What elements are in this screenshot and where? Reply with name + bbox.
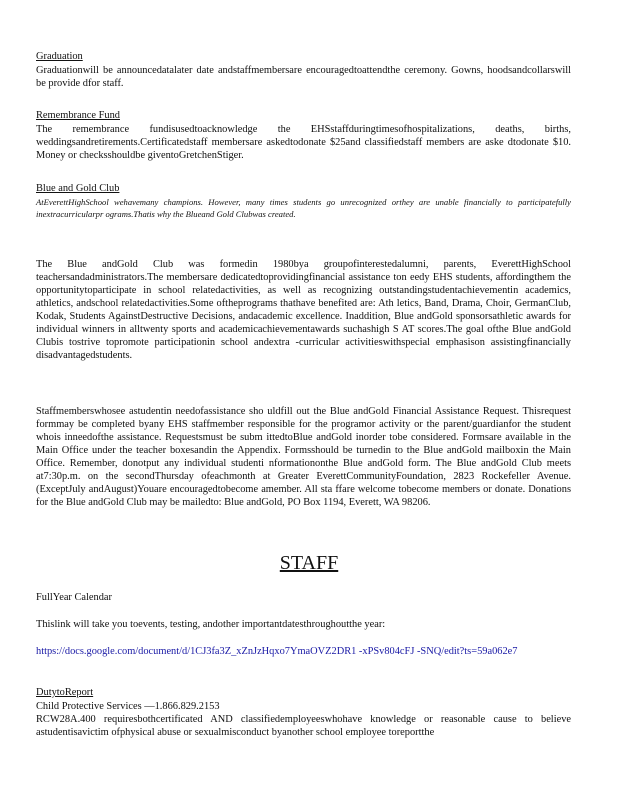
blue-gold-paragraph-2: Staffmemberswhosee astudentin needofassistance sho uldfill out the Blue andGold Financial Assistance Request. Thisrequest formmay be completed byany EHS staffmember responsible for the programor activity or the parent/guardianfor the student whois inneedofthe assistance. Requestsmust be subm ittedtoBlue andGold inorder tobe considered. Formsare available in the Main Office under the teacher boxesandin the Appendix. Formsshould be turnedin to the Blue andGold mailboxin the Main Office. Remember, donotput any individual studenti nformationonthe Blue andGold form. The Blue andGold Club meets at7:30p.m. on the secondThursday ofeachmonth at Greater EverettCommunityFoundation, 2823 Rockefeller Avenue. (ExceptJuly andAugust)Youare encouragedtobecome amember. All sta ffare welcome tobecome members or donate. Donations for the Blue andGold Club may be mailedto: Blue andGold, PO Box 1194, Everett, WA 98206. [36, 406, 571, 508]
graduation-section [36, 50, 571, 90]
graduation-text: Graduationwill be announcedatalater date andstaffmembersare encouragedtoattendthe ceremony. Gowns, hoodsandcollarswill be provide dfor staff. [36, 65, 571, 89]
staff-title: STAFF [279, 552, 339, 574]
remembrance-section [36, 109, 571, 162]
cps-line: Child Protective Services —1.866.829.2153 [36, 701, 220, 712]
remembrance-text: The remembrance fundisusedtoacknowledge the EHSstaffduringtimesofhospitalizations, deaths, births, weddingsandretirements.Certificatedstaff membersare askedtodonate $25and classifiedstaff members are aske dtodonate $10. Money or checksshouldbe giventoGretchenStiger. [36, 124, 571, 161]
duty-text: RCW28A.400 requiresbothcertificated AND classifiedemployeeswhohave knowledge or reasonable cause to believe astudentisavictim ofphysical abuse or sexualmisconduct byanother school employee toreportthe [36, 714, 571, 738]
remembrance-heading: Remembrance Fund [36, 110, 120, 121]
calendar-text: Thislink will take you toevents, testing, andother importantdatesthroughoutthe year: [36, 619, 386, 630]
graduation-heading: Graduation [36, 51, 83, 62]
duty-heading: DutytoReport [36, 687, 94, 698]
calendar-link-row [36, 645, 571, 658]
blue-gold-section [36, 182, 571, 220]
calendar-heading: FullYear Calendar [36, 592, 112, 603]
blue-gold-intro: AtEverettHighSchool wehavemany champions. However, many times students go unrecognized orthey are unable financially to participatefully inextracurricularpr ograms.Thatis why the Blueand Gold Clubwas created. [36, 197, 571, 219]
blue-gold-history [36, 258, 571, 362]
blue-gold-assistance [36, 405, 571, 509]
calendar-section [36, 591, 571, 604]
duty-section [36, 686, 571, 739]
blue-gold-heading: Blue and Gold Club [36, 183, 120, 194]
blue-gold-paragraph-1: The Blue andGold Club was formedin 1980bya groupofinterestedalumni, parents, EverettHighSchool teachersandadministrators.The membersare dedicatedtoprovidingfinancial assistance ton eedy EHS students, affordingthem the opportunitytoparticipate in school relatedactivities, as well as recognizing outstandingstudentachievementin academics, athletics, andschool relatedactivities.Some oftheprograms thathave benefited are: Ath letics, Band, Drama, Choir, GermanClub, Kodak, Students AgainstDestructive Decisions, andacademic excellence. Inaddition, Blue andGold sponsorsathletic awards for individual winners in alltwenty sports and academicachievementawards suchashigh S AT scores.The goal ofthe Blue andGold Clubis tostrive topromote participationin school andextra -curricular activitieswithspecial emphasison assistingfinancially disadvantagedstudents. [36, 259, 571, 361]
calendar-body [36, 618, 571, 631]
calendar-link[interactable]: https://docs.google.com/document/d/1CJ3fa3Z_xZnJzHqxo7YmaOVZ2DR1 -xPSv804cFJ -SNQ/edit?ts=59a062e7 [36, 646, 518, 657]
